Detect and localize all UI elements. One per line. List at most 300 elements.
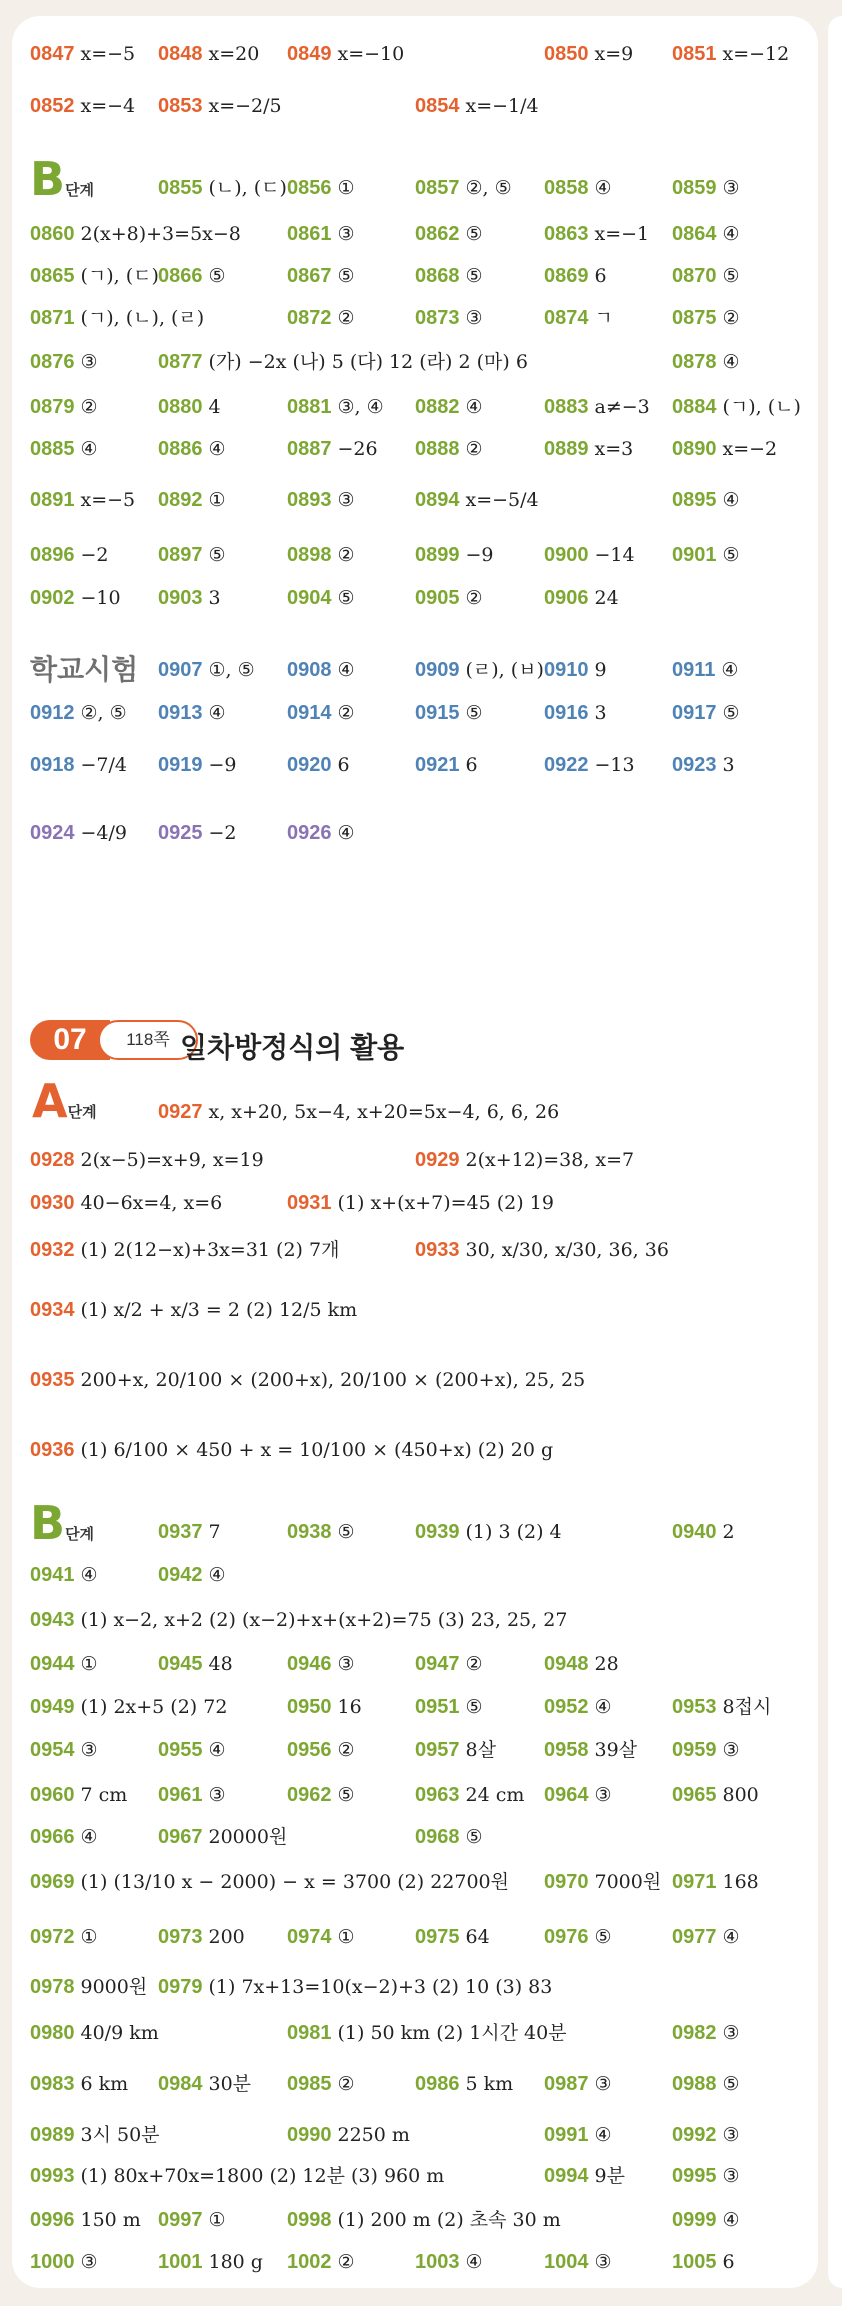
answer-item (415, 1697, 483, 1717)
answer-text: ④ (80, 1826, 98, 1848)
answer-text: ④ (208, 1564, 226, 1586)
answer-text: 3시 50분 (80, 2124, 160, 2146)
problem-number: 0899 (415, 544, 460, 566)
problem-number: 0957 (415, 1739, 460, 1761)
problem-number: 0964 (544, 1784, 589, 1806)
answer-text: ① (208, 489, 226, 511)
answer-item (672, 2166, 740, 2186)
problem-number: 1001 (158, 2251, 203, 2273)
answer-item (158, 439, 226, 459)
answer-item (415, 308, 483, 328)
problem-number: 0881 (287, 396, 332, 418)
answer-item (158, 1927, 245, 1947)
problem-number: 0850 (544, 43, 589, 65)
answer-text: ③ (337, 489, 355, 511)
answer-text: ② (465, 587, 483, 609)
answer-item (672, 1785, 759, 1805)
answer-item (672, 266, 740, 286)
answer-text: ① (80, 1926, 98, 1948)
answer-text: 7 cm (80, 1784, 128, 1806)
answer-item (544, 1654, 619, 1674)
answer-text: x=−12 (722, 43, 790, 65)
answer-text: ④ (722, 489, 740, 511)
level-b-letter: B (30, 152, 66, 206)
answer-text: ④ (337, 659, 355, 681)
answer-text: ② (337, 702, 355, 724)
answer-item (672, 439, 777, 459)
answer-text: 7000원 (594, 1871, 662, 1893)
answer-item (30, 266, 159, 286)
problem-number: 0942 (158, 1564, 203, 1586)
answer-text: ③ (722, 2022, 740, 2044)
problem-number: 0864 (672, 223, 717, 245)
answer-text: 3 (208, 587, 221, 609)
problem-number: 1000 (30, 2251, 75, 2273)
answer-item (30, 1654, 98, 1674)
answer-text: ④ (80, 438, 98, 460)
problem-number: 0851 (672, 43, 717, 65)
answer-text: (1) 2x+5 (2) 72 (80, 1696, 228, 1718)
answer-item (415, 96, 539, 116)
problem-number: 0895 (672, 489, 717, 511)
answer-item (672, 224, 740, 244)
answer-item (30, 1740, 98, 1760)
page-edge (828, 16, 842, 2288)
level-a-text: 단계 (67, 1104, 97, 1121)
answer-item (672, 545, 740, 565)
answer-item (30, 1785, 127, 1805)
answer-text: ③ (594, 2251, 612, 2273)
problem-number: 0871 (30, 307, 75, 329)
answer-text: −2 (80, 544, 109, 566)
answer-text: ⑤ (337, 1521, 355, 1543)
answer-item (672, 352, 740, 372)
answer-text: ①, ⑤ (208, 659, 255, 681)
answer-item (30, 1927, 98, 1947)
answer-item (158, 1654, 233, 1674)
answer-item (158, 1785, 226, 1805)
answer-text: ① (337, 177, 355, 199)
problem-number: 0916 (544, 702, 589, 724)
answer-text: x=−5 (80, 43, 136, 65)
problem-number: 0891 (30, 489, 75, 511)
answer-item (415, 755, 478, 775)
answer-text: ⑤ (465, 1826, 483, 1848)
answer-text: 3 (722, 754, 735, 776)
answer-item (287, 490, 355, 510)
answer-item (30, 1872, 509, 1892)
answer-text: (1) 2(12−x)+3x=31 (2) 7개 (80, 1239, 340, 1261)
answer-item (30, 439, 98, 459)
problem-number: 0923 (672, 754, 717, 776)
problem-number: 0985 (287, 2073, 332, 2095)
answer-text: ③ (337, 1653, 355, 1675)
answer-item (158, 1522, 221, 1542)
answer-text: ③, ④ (337, 396, 384, 418)
problem-number: 0953 (672, 1696, 717, 1718)
answer-text: ③ (722, 1739, 740, 1761)
answer-item (158, 703, 226, 723)
problem-number: 0867 (287, 265, 332, 287)
answer-text: (1) (13/10 x − 2000) − x = 3700 (2) 22700원 (80, 1871, 509, 1893)
problem-number: 0954 (30, 1739, 75, 1761)
level-a-letter: A (32, 1074, 68, 1128)
answer-text: ⑤ (337, 587, 355, 609)
answer-text: 64 (465, 1926, 490, 1948)
answer-item (672, 1697, 771, 1717)
answer-item (415, 1740, 496, 1760)
answer-text: ③ (594, 1784, 612, 1806)
problem-number: 0999 (672, 2209, 717, 2231)
level-b2-letter: B (30, 1496, 66, 1550)
answer-text: (1) 50 km (2) 1시간 40분 (337, 2022, 567, 2044)
problem-number: 0986 (415, 2073, 460, 2095)
answer-text: ④ (208, 702, 226, 724)
answer-item (287, 703, 355, 723)
answer-item (287, 2074, 355, 2094)
problem-number: 0994 (544, 2165, 589, 2187)
answer-text: (ㄱ), (ㄴ), (ㄹ) (80, 307, 205, 329)
problem-number: 0920 (287, 754, 332, 776)
answer-text: 20000원 (208, 1826, 288, 1848)
answer-text: 150 m (80, 2209, 141, 2231)
problem-number: 0860 (30, 223, 75, 245)
problem-number: 0941 (30, 1564, 75, 1586)
answer-text: 40−6x=4, x=6 (80, 1192, 223, 1214)
problem-number: 0972 (30, 1926, 75, 1948)
level-b-label (30, 152, 95, 206)
problem-number: 0915 (415, 702, 460, 724)
problem-number: 1005 (672, 2251, 717, 2273)
problem-number: 0989 (30, 2124, 75, 2146)
answer-text: 24 (594, 587, 619, 609)
answer-item (30, 2023, 159, 2043)
answer-item (672, 703, 740, 723)
answer-text: ③ (337, 223, 355, 245)
problem-number: 0940 (672, 1521, 717, 1543)
answer-text: ③ (80, 351, 98, 373)
answer-text: ② (465, 438, 483, 460)
answer-item (415, 1522, 562, 1542)
answer-item (287, 44, 404, 64)
problem-number: 0883 (544, 396, 589, 418)
answer-item (287, 266, 355, 286)
answer-text: 6 (722, 2251, 735, 2273)
answer-item (287, 178, 355, 198)
answer-text: ④ (722, 2209, 740, 2231)
answer-item (158, 2074, 251, 2094)
answer-text: ④ (465, 396, 483, 418)
answer-text: x=−1 (594, 223, 650, 245)
answer-item (158, 1977, 552, 1997)
problem-number: 0932 (30, 1239, 75, 1261)
answer-text: 800 (722, 1784, 759, 1806)
problem-number: 0889 (544, 438, 589, 460)
answer-text: (가) −2x (나) 5 (다) 12 (라) 2 (마) 6 (208, 351, 528, 373)
answer-text: ⑤ (337, 1784, 355, 1806)
answer-text: ⑤ (594, 1926, 612, 1948)
answer-item (544, 1785, 612, 1805)
problem-number: 0933 (415, 1239, 460, 1261)
problem-number: 0878 (672, 351, 717, 373)
answer-item (30, 308, 204, 328)
answer-text: ④ (722, 1926, 740, 1948)
problem-number: 0995 (672, 2165, 717, 2187)
answer-item (672, 44, 789, 64)
answer-text: 200 (208, 1926, 245, 1948)
answer-item (415, 545, 494, 565)
problem-number: 0875 (672, 307, 717, 329)
answer-text: ②, ⑤ (80, 702, 127, 724)
problem-number: 0971 (672, 1871, 717, 1893)
answer-text: −10 (80, 587, 121, 609)
answer-item (672, 1872, 759, 1892)
answer-text: ②, ⑤ (465, 177, 512, 199)
answer-item (30, 96, 135, 116)
answer-text: ⑤ (722, 702, 740, 724)
problem-number: 0908 (287, 659, 332, 681)
answer-text: ⑤ (337, 265, 355, 287)
answer-text: 9000원 (80, 1976, 148, 1998)
answer-text: 200+x, 20/100 × (200+x), 20/100 × (200+x), 25, 25 (80, 1369, 586, 1391)
answer-text: ④ (722, 351, 740, 373)
answer-text: ③ (465, 307, 483, 329)
answer-text: 3 (594, 702, 607, 724)
answer-item (30, 703, 127, 723)
answer-text: −4/9 (80, 822, 127, 844)
answer-item (158, 823, 237, 843)
answer-item (158, 352, 528, 372)
answer-text: 6 (465, 754, 478, 776)
answer-text: 4 (208, 396, 221, 418)
answer-text: ④ (722, 223, 740, 245)
answer-item (415, 266, 483, 286)
answer-item (672, 1522, 735, 1542)
problem-number: 0974 (287, 1926, 332, 1948)
chapter-number: 07 (30, 1020, 110, 1060)
problem-number: 0969 (30, 1871, 75, 1893)
answer-item (287, 1785, 355, 1805)
answer-text: (1) x−2, x+2 (2) (x−2)+x+(x+2)=75 (3) 23, 25, 27 (80, 1609, 568, 1631)
answer-text: 2 (722, 1521, 735, 1543)
answer-item (158, 1827, 287, 1847)
answer-text: 8접시 (722, 1696, 772, 1718)
answer-item (158, 2210, 226, 2230)
problem-number: 0900 (544, 544, 589, 566)
problem-number: 0980 (30, 2022, 75, 2044)
answer-item (672, 2252, 735, 2272)
problem-number: 0968 (415, 1826, 460, 1848)
answer-item (415, 1927, 490, 1947)
problem-number: 0927 (158, 1101, 203, 1123)
answer-text: ③ (722, 2165, 740, 2187)
answer-item (544, 2074, 612, 2094)
answer-item (30, 755, 127, 775)
answer-text: ⑤ (208, 265, 226, 287)
problem-number: 0960 (30, 1784, 75, 1806)
answer-text: x=−4 (80, 95, 136, 117)
answer-text: ③ (594, 2073, 612, 2095)
problem-number: 0909 (415, 659, 460, 681)
answer-text: ㄱ (594, 307, 613, 329)
problem-number: 0967 (158, 1826, 203, 1848)
problem-number: 0982 (672, 2022, 717, 2044)
answer-text: 9 (594, 659, 607, 681)
answer-text: 6 km (80, 2073, 129, 2095)
answer-text: x=20 (208, 43, 260, 65)
answer-text: ④ (337, 822, 355, 844)
problem-number: 0911 (672, 659, 716, 681)
answer-item (287, 1193, 554, 1213)
problem-number: 0880 (158, 396, 203, 418)
answer-text: −13 (594, 754, 635, 776)
problem-number: 0987 (544, 2073, 589, 2095)
answer-item (287, 1927, 355, 1947)
answer-item (544, 1697, 612, 1717)
problem-number: 0876 (30, 351, 75, 373)
answer-item (287, 439, 378, 459)
problem-number: 0992 (672, 2124, 717, 2146)
problem-number: 0951 (415, 1696, 460, 1718)
answer-item (158, 96, 282, 116)
answer-text: −14 (594, 544, 635, 566)
problem-number: 0970 (544, 1871, 589, 1893)
problem-number: 0917 (672, 702, 717, 724)
answer-item (287, 2252, 355, 2272)
problem-number: 0914 (287, 702, 332, 724)
problem-number: 0918 (30, 754, 75, 776)
problem-number: 0950 (287, 1696, 332, 1718)
answer-text: 7 (208, 1521, 221, 1543)
answer-text: ① (337, 1926, 355, 1948)
answer-text: (ㄱ), (ㄷ) (80, 265, 159, 287)
answer-item (158, 178, 287, 198)
problem-number: 0852 (30, 95, 75, 117)
answer-item (158, 588, 221, 608)
problem-number: 0979 (158, 1976, 203, 1998)
answer-item (672, 397, 801, 417)
answer-item (158, 490, 226, 510)
answer-item (544, 545, 635, 565)
answer-text: ③ (722, 2124, 740, 2146)
answer-item (158, 660, 255, 680)
answer-item (30, 2166, 444, 2186)
problem-number: 0905 (415, 587, 460, 609)
answer-item (287, 1654, 355, 1674)
answer-text: ② (722, 307, 740, 329)
answer-item (672, 2125, 740, 2145)
answer-text: ⑤ (722, 265, 740, 287)
problem-number: 0910 (544, 659, 589, 681)
answer-item (672, 2074, 740, 2094)
answer-item (544, 2252, 612, 2272)
answer-item (672, 755, 735, 775)
answer-item (30, 397, 98, 417)
answer-text: −9 (208, 754, 237, 776)
problem-number: 0930 (30, 1192, 75, 1214)
answer-text: (1) 200 m (2) 초속 30 m (337, 2209, 561, 2231)
problem-number: 0882 (415, 396, 460, 418)
answer-item (30, 823, 127, 843)
problem-number: 0947 (415, 1653, 460, 1675)
problem-number: 0866 (158, 265, 203, 287)
answer-text: 180 g (208, 2251, 263, 2273)
answer-item (287, 397, 384, 417)
answer-item (672, 1927, 740, 1947)
answer-item (287, 2210, 561, 2230)
answer-item (30, 1827, 98, 1847)
problem-number: 0939 (415, 1521, 460, 1543)
answer-item (544, 266, 607, 286)
answer-text: ④ (594, 2124, 612, 2146)
problem-number: 0973 (158, 1926, 203, 1948)
answer-item (672, 2023, 740, 2043)
answer-text: 2(x−5)=x+9, x=19 (80, 1149, 264, 1171)
answer-text: ⑤ (722, 544, 740, 566)
answer-text: −7/4 (80, 754, 127, 776)
answer-text: ⑤ (465, 702, 483, 724)
problem-number: 0868 (415, 265, 460, 287)
answer-item (544, 660, 607, 680)
answer-text: (ㄱ), (ㄴ) (722, 396, 801, 418)
answer-item (287, 2023, 567, 2043)
problem-number: 0874 (544, 307, 589, 329)
problem-number: 0865 (30, 265, 75, 287)
answer-item (544, 1872, 661, 1892)
problem-number: 0952 (544, 1696, 589, 1718)
problem-number: 0869 (544, 265, 589, 287)
answer-item (287, 660, 355, 680)
problem-number: 0931 (287, 1192, 332, 1214)
answer-text: (1) x+(x+7)=45 (2) 19 (337, 1192, 554, 1214)
problem-number: 0855 (158, 177, 203, 199)
problem-number: 0943 (30, 1609, 75, 1631)
answer-text: ② (337, 2251, 355, 2273)
problem-number: 0948 (544, 1653, 589, 1675)
answer-item (672, 660, 738, 680)
answer-item (30, 2252, 98, 2272)
answer-item (672, 2210, 740, 2230)
answer-item (415, 1240, 669, 1260)
answer-text: ② (337, 307, 355, 329)
problem-number: 0921 (415, 754, 460, 776)
answer-item (544, 308, 613, 328)
problem-number: 0894 (415, 489, 460, 511)
answer-item (544, 755, 635, 775)
answer-item (672, 308, 740, 328)
level-b2-label (30, 1496, 95, 1550)
problem-number: 0858 (544, 177, 589, 199)
answer-item (30, 44, 135, 64)
problem-number: 0907 (158, 659, 203, 681)
answer-text: 40/9 km (80, 2022, 159, 2044)
answer-item (30, 1193, 222, 1213)
problem-number: 0993 (30, 2165, 75, 2187)
problem-number: 0888 (415, 438, 460, 460)
problem-number: 0893 (287, 489, 332, 511)
chapter-page: 118쪽 (98, 1020, 198, 1060)
answer-item (158, 44, 259, 64)
answer-text: ④ (208, 438, 226, 460)
problem-number: 0976 (544, 1926, 589, 1948)
answer-item (672, 178, 740, 198)
answer-text: x=−5/4 (465, 489, 539, 511)
answer-text: 48 (208, 1653, 233, 1675)
problem-number: 0879 (30, 396, 75, 418)
answer-item (415, 588, 483, 608)
answer-item (544, 703, 607, 723)
answer-item (30, 1697, 227, 1717)
